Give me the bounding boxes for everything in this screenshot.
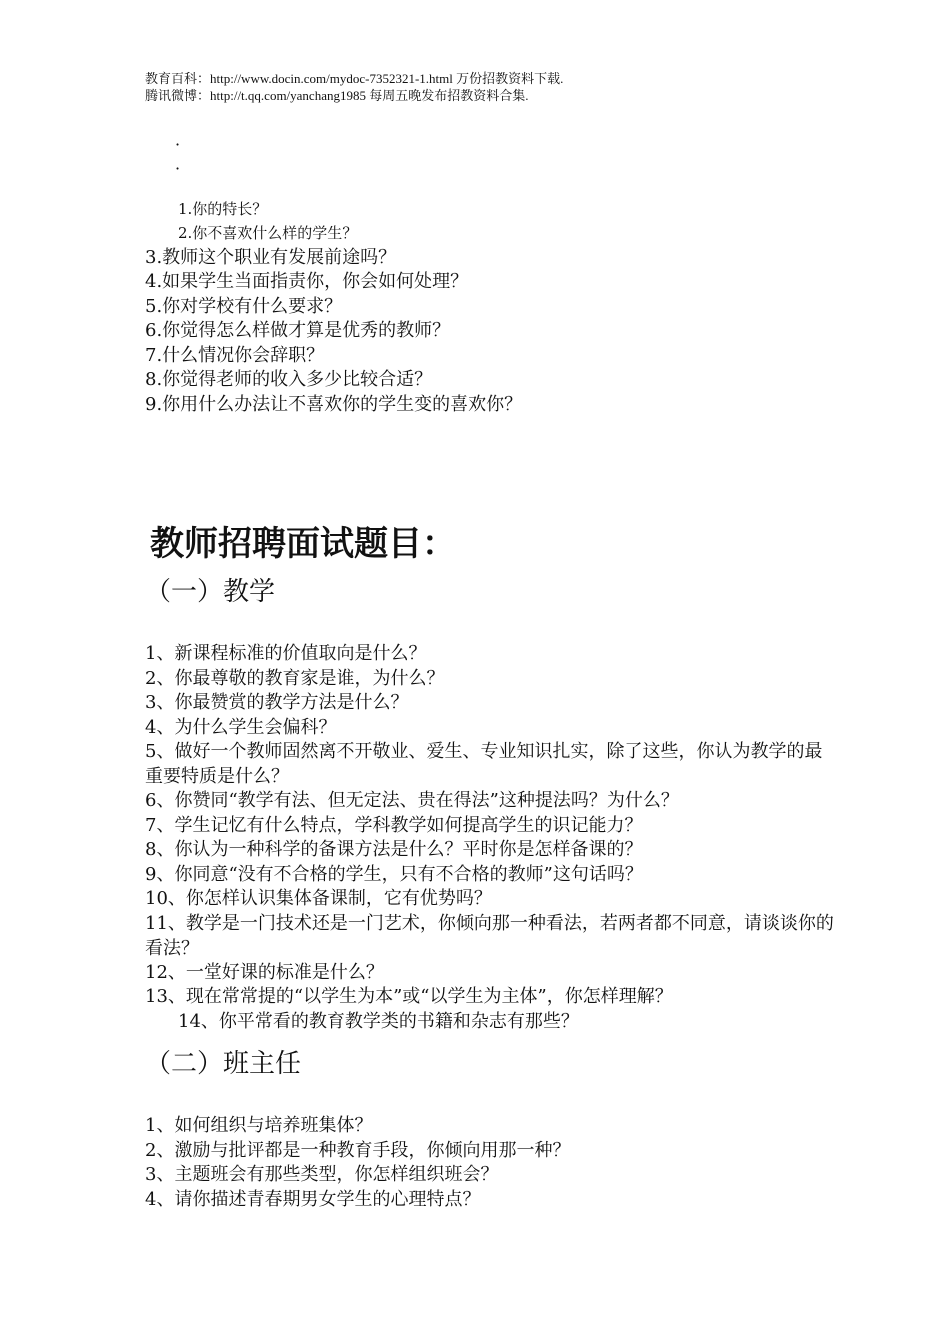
head-teacher-question: 2、激励与批评都是一种教育手段，你倾向用那一种？ [145,1140,571,1161]
intro-question: 2.你不喜欢什么样的学生？ [178,224,358,242]
bullet-mark: · [175,159,181,178]
teaching-question: 7、学生记忆有什么特点，学科教学如何提高学生的识记能力？ [145,815,643,836]
teaching-question: 10、你怎样认识集体备课制，它有优势吗？ [145,888,492,909]
intro-question: 3.教师这个职业有发展前途吗？ [145,247,397,268]
head-teacher-question: 1、如何组织与培养班集体？ [145,1115,373,1136]
teaching-question: 5、做好一个教师固然离不开敬业、爱生、专业知识扎实，除了这些，你认为教学的最重要特质是什么？ [145,741,823,787]
teaching-question: 11、教学是一门技术还是一门艺术，你倾向那一种看法，若两者都不同意，请谈谈你的看法？ [145,913,834,959]
teaching-question: 9、你同意“没有不合格的学生，只有不合格的教师”这句话吗？ [145,864,643,885]
intro-question: 8.你觉得老师的收入多少比较合适？ [145,369,433,390]
intro-question: 9.你用什么办法让不喜欢你的学生变的喜欢你？ [145,394,523,415]
intro-question: 7.什么情况你会辞职？ [145,345,325,366]
teaching-question: 12、一堂好课的标准是什么？ [145,962,384,983]
section-heading-teaching: （一）教学 [145,577,276,607]
section-heading-head-teacher: （二）班主任 [145,1049,302,1079]
head-teacher-question: 4、请你描述青春期男女学生的心理特点？ [145,1189,481,1210]
teaching-question: 8、你认为一种科学的备课方法是什么？平时你是怎样备课的？ [145,839,643,860]
intro-question: 5.你对学校有什么要求？ [145,296,343,317]
header-line-2: 腾讯微博：http://t.qq.com/yanchang1985 每周五晚发布招教资料合集. [145,88,529,103]
intro-question: 4.如果学生当面指责你，你会如何处理？ [145,271,469,292]
intro-question: 1.你的特长？ [178,200,268,218]
teaching-question: 14、你平常看的教育教学类的书籍和杂志有那些？ [178,1011,579,1032]
bullet-mark: · [175,135,181,154]
intro-question: 6.你觉得怎么样做才算是优秀的教师？ [145,320,451,341]
teaching-question: 1、新课程标准的价值取向是什么？ [145,643,427,664]
teaching-question: 6、你赞同“教学有法、但无定法、贵在得法”这种提法吗？为什么？ [145,790,679,811]
teaching-question: 3、你最赞赏的教学方法是什么？ [145,692,409,713]
page-title: 教师招聘面试题目： [150,524,456,564]
teaching-question: 2、你最尊敬的教育家是谁，为什么？ [145,668,445,689]
teaching-question: 13、现在常常提的“以学生为本”或“以学生为主体”，你怎样理解？ [145,986,673,1007]
head-teacher-question: 3、主题班会有那些类型，你怎样组织班会？ [145,1164,499,1185]
teaching-question: 4、为什么学生会偏科？ [145,717,337,738]
header-line-1: 教育百科：http://www.docin.com/mydoc-7352321-1.html 万份招教资料下载. [145,71,564,86]
